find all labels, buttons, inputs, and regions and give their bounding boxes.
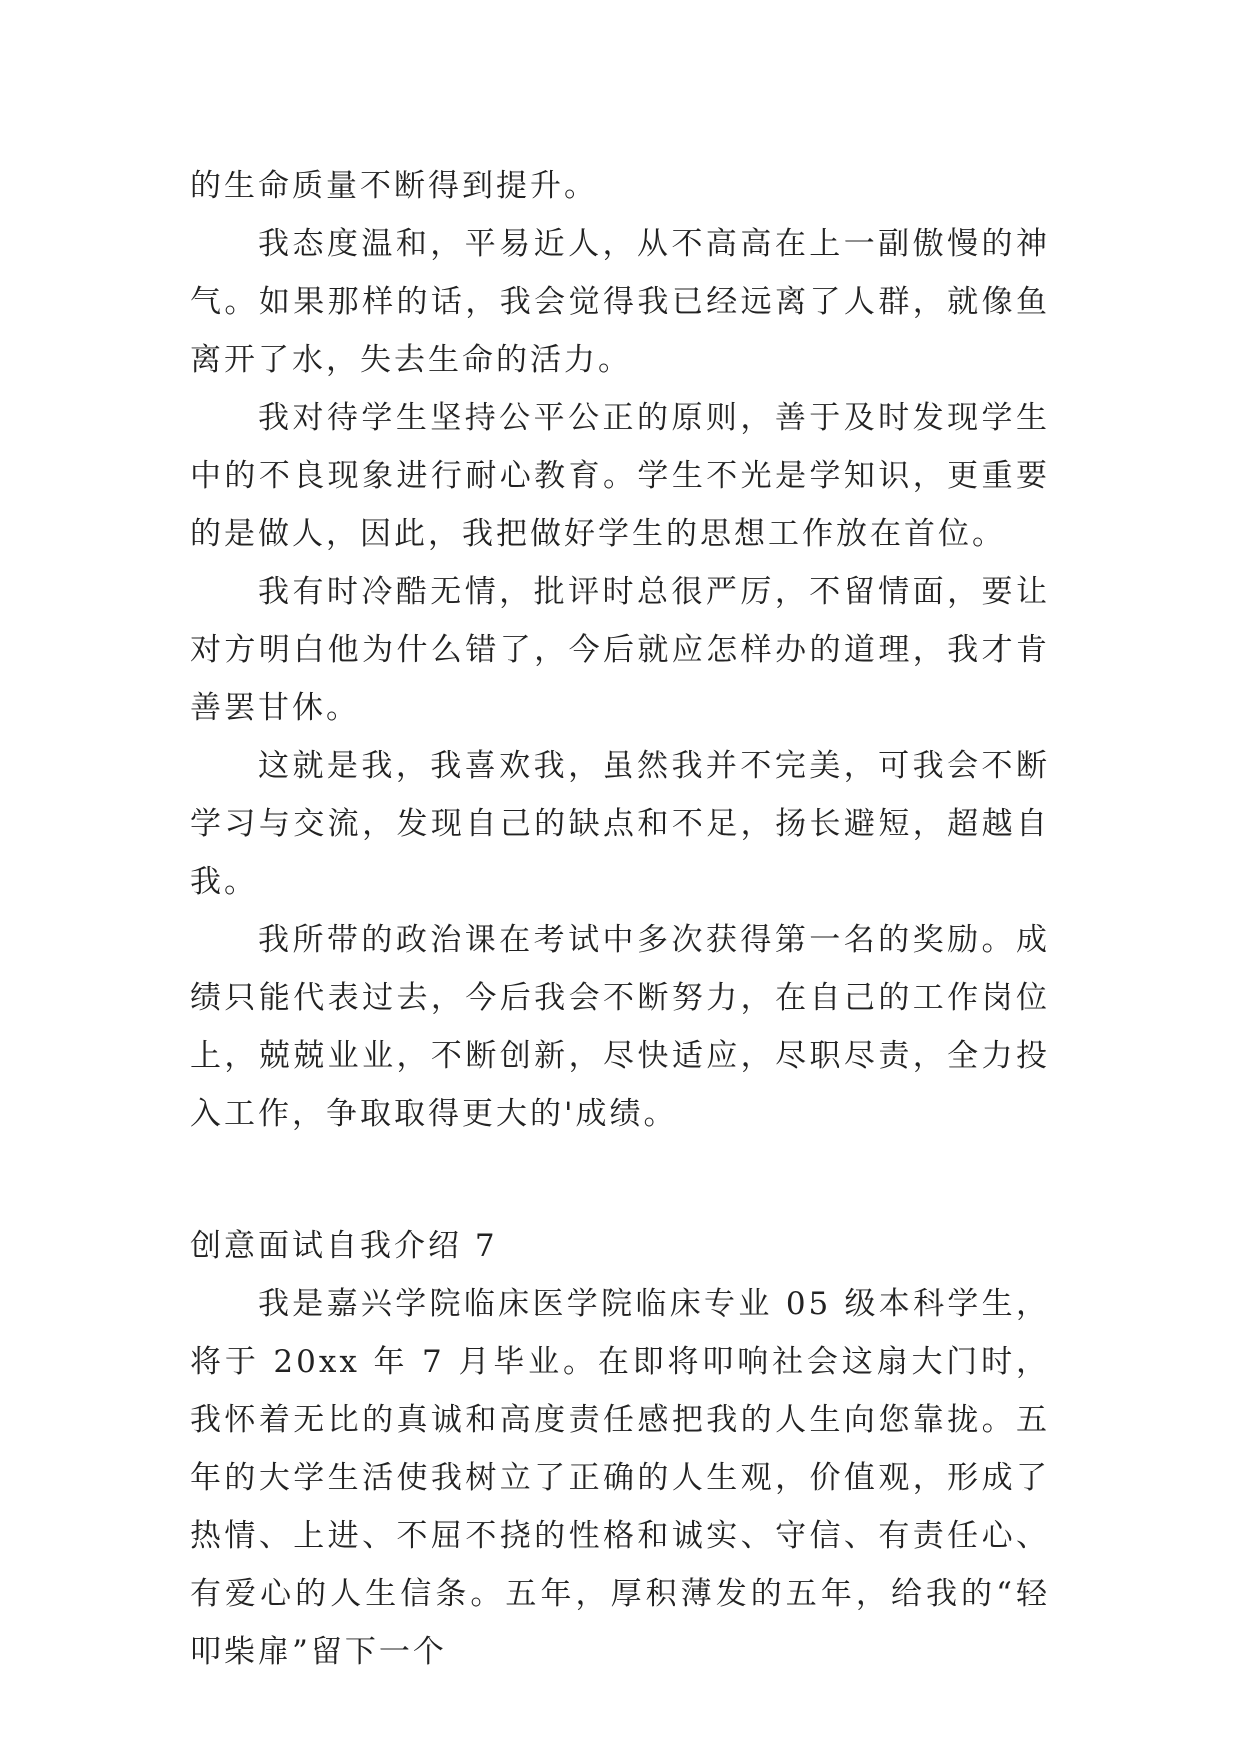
paragraph-attitude: 我态度温和，平易近人，从不高高在上一副傲慢的神气。如果那样的话，我会觉得我已经远离了人群，就像鱼离开了水，失去生命的活力。 bbox=[190, 226, 1050, 378]
paragraph-strictness: 我有时冷酷无情，批评时总很严厉，不留情面，要让对方明白他为什么错了，今后就应怎样办的道理，我才肯善罢甘休。 bbox=[190, 574, 1050, 726]
paragraph-continuation: 的生命质量不断得到提升。 bbox=[190, 168, 598, 204]
paragraph-fairness: 我对待学生坚持公平公正的原则，善于及时发现学生中的不良现象进行耐心教育。学生不光是学知识，更重要的是做人，因此，我把做好学生的思想工作放在首位。 bbox=[190, 400, 1050, 552]
document-body bbox=[190, 157, 1050, 1681]
paragraph-introduction: 我是嘉兴学院临床医学院临床专业 05 级本科学生，将于 20xx 年 7 月毕业。在即将叩响社会这扇大门时，我怀着无比的真诚和高度责任感把我的人生向您靠拢。五年的大学生活使我树立了正确的人生观，价值观，形成了热情、上进、不屈不挠的性格和诚实、守信、有责任心、有爱心的人生信条。五年，厚积薄发的五年，给我的“轻叩柴扉”留下一个 bbox=[190, 1286, 1050, 1670]
section-heading: 创意面试自我介绍 7 bbox=[190, 1228, 498, 1264]
paragraph-achievement: 我所带的政治课在考试中多次获得第一名的奖励。成绩只能代表过去，今后我会不断努力，在自己的工作岗位上，兢兢业业，不断创新，尽快适应，尽职尽责，全力投入工作，争取取得更大的'成绩。 bbox=[190, 922, 1050, 1132]
paragraph-self: 这就是我，我喜欢我，虽然我并不完美，可我会不断学习与交流，发现自己的缺点和不足，扬长避短，超越自我。 bbox=[190, 748, 1050, 900]
